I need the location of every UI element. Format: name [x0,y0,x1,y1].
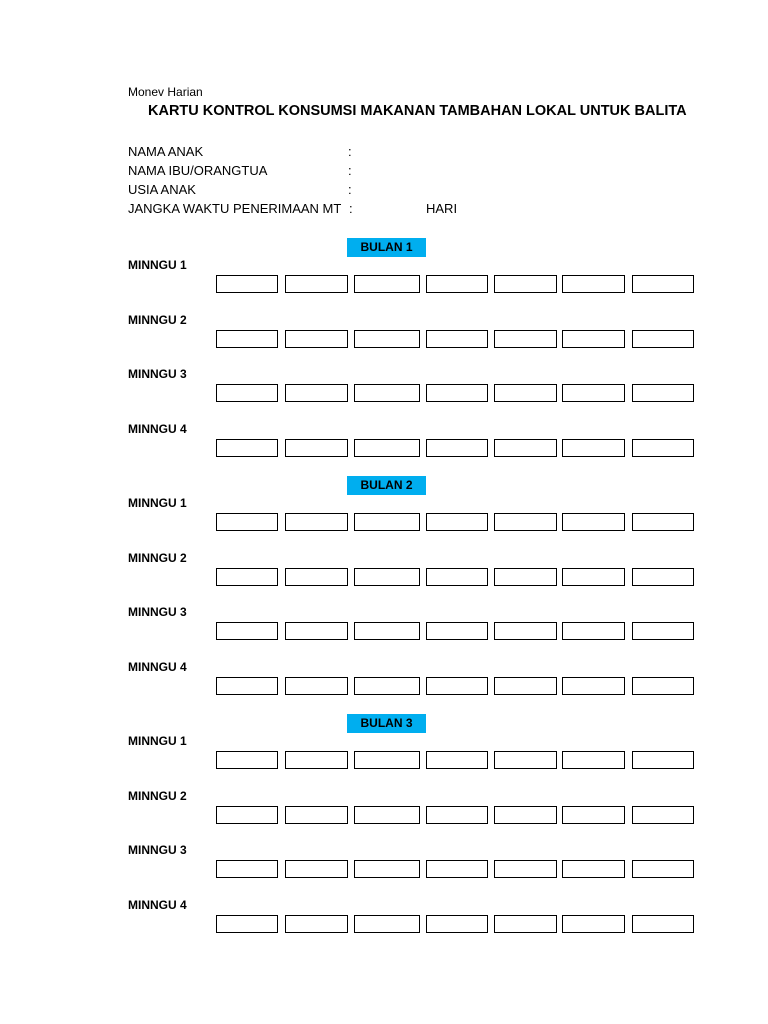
day-check-box[interactable] [216,439,278,457]
day-check-box[interactable] [354,384,420,402]
day-check-box[interactable] [632,384,694,402]
day-check-box[interactable] [216,275,278,293]
day-check-box[interactable] [494,513,557,531]
day-check-box[interactable] [216,751,278,769]
day-check-box[interactable] [632,275,694,293]
day-check-box[interactable] [216,622,278,640]
field-colon: : [348,163,352,178]
day-check-box[interactable] [285,622,348,640]
week-label: MINNGU 3 [128,605,187,619]
month-header: BULAN 3 [347,714,426,733]
day-check-box[interactable] [562,915,625,933]
field-colon: : [348,182,352,197]
day-check-box[interactable] [426,622,488,640]
day-check-box[interactable] [354,330,420,348]
day-check-box[interactable] [285,568,348,586]
week-label: MINNGU 3 [128,843,187,857]
day-check-box[interactable] [285,860,348,878]
field-label: NAMA ANAK [128,144,204,159]
day-check-box[interactable] [562,513,625,531]
field-jangka-waktu [128,201,458,216]
day-check-box[interactable] [354,860,420,878]
form-title: KARTU KONTROL KONSUMSI MAKANAN TAMBAHAN LOKAL UNTUK BALITA [148,103,687,119]
day-check-box[interactable] [632,677,694,695]
day-check-box[interactable] [285,384,348,402]
day-check-box[interactable] [562,860,625,878]
day-check-box[interactable] [494,275,557,293]
day-check-box[interactable] [494,568,557,586]
day-check-box[interactable] [494,806,557,824]
day-check-box[interactable] [216,860,278,878]
field-nama-anak [128,144,352,159]
day-check-box[interactable] [426,384,488,402]
day-check-box[interactable] [494,622,557,640]
day-check-box[interactable] [354,439,420,457]
day-check-box[interactable] [354,806,420,824]
day-check-box[interactable] [285,751,348,769]
day-check-box[interactable] [285,439,348,457]
field-label: USIA ANAK [128,182,196,197]
day-check-box[interactable] [632,915,694,933]
day-check-box[interactable] [216,330,278,348]
day-check-box[interactable] [494,384,557,402]
day-check-box[interactable] [426,568,488,586]
field-unit: HARI [426,201,458,216]
day-check-box[interactable] [494,860,557,878]
week-label: MINNGU 3 [128,367,187,381]
day-check-box[interactable] [632,860,694,878]
day-check-box[interactable] [426,330,488,348]
week-label: MINNGU 1 [128,258,187,272]
day-check-box[interactable] [426,751,488,769]
day-check-box[interactable] [354,513,420,531]
day-check-box[interactable] [216,384,278,402]
day-check-box[interactable] [354,275,420,293]
day-check-box[interactable] [562,275,625,293]
day-check-box[interactable] [632,568,694,586]
day-check-box[interactable] [494,751,557,769]
day-check-box[interactable] [285,275,348,293]
day-check-box[interactable] [562,806,625,824]
day-check-box[interactable] [354,677,420,695]
day-check-box[interactable] [562,677,625,695]
day-check-box[interactable] [562,330,625,348]
day-check-box[interactable] [426,275,488,293]
form-subtitle: Monev Harian [128,85,203,99]
day-check-box[interactable] [632,330,694,348]
week-label: MINNGU 2 [128,789,187,803]
day-check-box[interactable] [426,439,488,457]
day-check-box[interactable] [494,330,557,348]
day-check-box[interactable] [494,915,557,933]
day-check-box[interactable] [216,677,278,695]
day-check-box[interactable] [632,751,694,769]
week-label: MINNGU 4 [128,660,187,674]
field-usia-anak [128,182,352,197]
day-check-box[interactable] [562,439,625,457]
day-check-box[interactable] [426,513,488,531]
month-header: BULAN 2 [347,476,426,495]
day-check-box[interactable] [494,677,557,695]
day-check-box[interactable] [216,915,278,933]
day-check-box[interactable] [562,751,625,769]
field-label: NAMA IBU/ORANGTUA [128,163,268,178]
week-label: MINNGU 4 [128,898,187,912]
day-check-box[interactable] [216,513,278,531]
day-check-box[interactable] [285,677,348,695]
field-colon: : [349,201,353,216]
day-check-box[interactable] [354,622,420,640]
day-check-box[interactable] [494,439,557,457]
day-check-box[interactable] [285,806,348,824]
field-colon: : [348,144,352,159]
day-check-box[interactable] [426,806,488,824]
field-label: JANGKA WAKTU PENERIMAAN MT [128,201,342,216]
day-check-box[interactable] [562,384,625,402]
day-check-box[interactable] [216,568,278,586]
day-check-box[interactable] [285,513,348,531]
day-check-box[interactable] [426,915,488,933]
day-check-box[interactable] [354,568,420,586]
day-check-box[interactable] [354,751,420,769]
day-check-box[interactable] [632,622,694,640]
week-label: MINNGU 2 [128,313,187,327]
day-check-box[interactable] [285,915,348,933]
field-nama-ibu [128,163,352,178]
day-check-box[interactable] [354,915,420,933]
week-label: MINNGU 4 [128,422,187,436]
day-check-box[interactable] [285,330,348,348]
week-label: MINNGU 1 [128,734,187,748]
day-check-box[interactable] [426,860,488,878]
month-header: BULAN 1 [347,238,426,257]
week-label: MINNGU 1 [128,496,187,510]
day-check-box[interactable] [426,677,488,695]
week-label: MINNGU 2 [128,551,187,565]
day-check-box[interactable] [632,513,694,531]
day-check-box[interactable] [562,622,625,640]
day-check-box[interactable] [562,568,625,586]
day-check-box[interactable] [216,806,278,824]
day-check-box[interactable] [632,806,694,824]
day-check-box[interactable] [632,439,694,457]
